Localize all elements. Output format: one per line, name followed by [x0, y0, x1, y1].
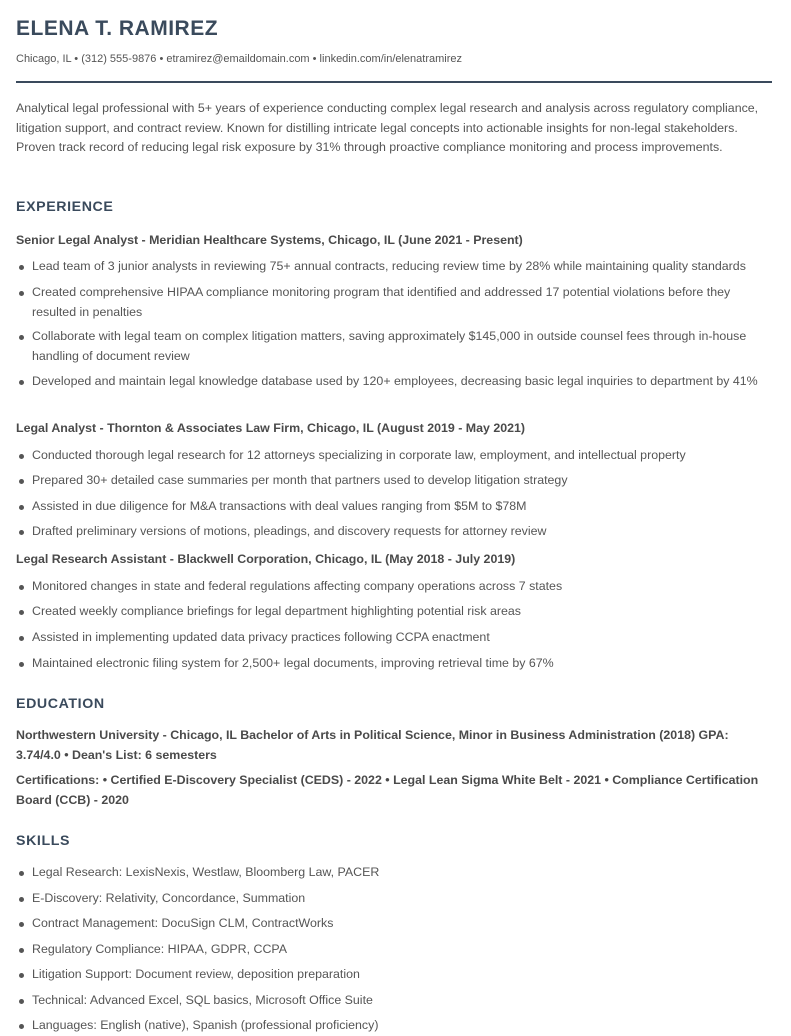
skill-item: Contract Management: DocuSign CLM, ContractWorks	[16, 914, 772, 934]
skill-item: Litigation Support: Document review, deposition preparation	[16, 965, 772, 985]
skill-item: Regulatory Compliance: HIPAA, GDPR, CCPA	[16, 940, 772, 960]
job-3-bullet: Created weekly compliance briefings for legal department highlighting potential risk areas	[16, 602, 772, 622]
skill-item: Technical: Advanced Excel, SQL basics, Microsoft Office Suite	[16, 991, 772, 1011]
job-title-1: Senior Legal Analyst - Meridian Healthcare Systems, Chicago, IL (June 2021 - Present)	[16, 233, 523, 247]
job-3-bullet: Maintained electronic filing system for 2,500+ legal documents, improving retrieval time by 67%	[16, 654, 772, 674]
experience-heading: EXPERIENCE	[16, 199, 114, 215]
candidate-name: ELENA T. RAMIREZ	[16, 17, 219, 40]
education-heading: EDUCATION	[16, 696, 105, 712]
job-3-bullet: Assisted in implementing updated data privacy practices following CCPA enactment	[16, 628, 772, 648]
job-1-bullet: Lead team of 3 junior analysts in reviewing 75+ annual contracts, reducing review time by 28% while maintaining quality standards	[16, 257, 772, 277]
job-2-bullet: Prepared 30+ detailed case summaries per month that partners used to develop litigation strategy	[16, 471, 772, 491]
job-title-2: Legal Analyst - Thornton & Associates Law Firm, Chicago, IL (August 2019 - May 2021)	[16, 421, 526, 435]
certifications: Certifications: • Certified E-Discovery Specialist (CEDS) - 2022 • Legal Lean Sigma White Belt - 2021 • Compliance Certification Board (CCB) - 2020	[16, 773, 759, 807]
job-title-3: Legal Research Assistant - Blackwell Corporation, Chicago, IL (May 2018 - July 2019)	[16, 552, 516, 566]
job-2-bullet: Conducted thorough legal research for 12 attorneys specializing in corporate law, employment, and intellectual property	[16, 446, 772, 466]
job-2-bullet: Assisted in due diligence for M&A transactions with deal values ranging from $5M to $78M	[16, 497, 772, 517]
job-2-bullet: Drafted preliminary versions of motions, pleadings, and discovery requests for attorney review	[16, 522, 772, 542]
job-3-bullet: Monitored changes in state and federal regulations affecting company operations across 7 states	[16, 577, 772, 597]
job-1-bullet: Created comprehensive HIPAA compliance monitoring program that identified and addressed 17 potential violations before they resulted in penalties	[16, 283, 772, 322]
professional-summary: Analytical legal professional with 5+ years of experience conducting complex legal research and analysis across regulatory compliance, litigation support, and contract review. Known for distilling intricate legal concepts into actionable insights for non-legal stakeholders. Proven track record of reducing legal risk exposure by 31% through proactive compliance monitoring and process improvements.	[16, 101, 759, 154]
job-1-bullet: Collaborate with legal team on complex litigation matters, saving approximately $145,000 in outside counsel fees through in-house handling of document review	[16, 327, 772, 366]
skill-item: Legal Research: LexisNexis, Westlaw, Bloomberg Law, PACER	[16, 863, 772, 883]
skill-item: E-Discovery: Relativity, Concordance, Summation	[16, 889, 772, 909]
skill-item: Languages: English (native), Spanish (professional proficiency)	[16, 1016, 772, 1036]
education-degree: Northwestern University - Chicago, IL Bachelor of Arts in Political Science, Minor in Business Administration (2018) GPA: 3.74/4.0 • Dean's List: 6 semesters	[16, 728, 729, 762]
contact-info: Chicago, IL • (312) 555-9876 • etramirez@emaildomain.com • linkedin.com/in/elenatramirez	[16, 53, 463, 65]
header-divider	[16, 81, 772, 83]
skills-heading: SKILLS	[16, 833, 71, 849]
job-1-bullet: Developed and maintain legal knowledge database used by 120+ employees, decreasing basic legal inquiries to department by 41%	[16, 372, 772, 392]
